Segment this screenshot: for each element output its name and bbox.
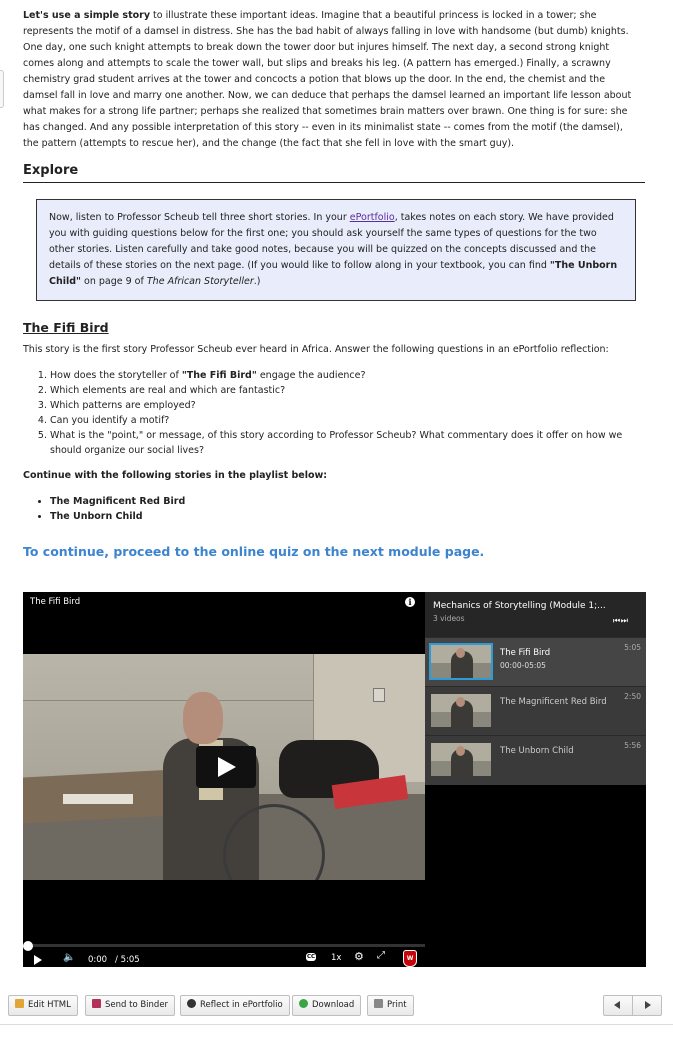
proceed-message: To continue, proceed to the online quiz on the next module page. [23,544,485,559]
question-item: 3. Which patterns are employed? [50,398,638,413]
fifi-heading: The Fifi Bird [23,320,109,335]
continue-label: Continue with the following stories in the playlist below: [23,470,328,481]
play-icon[interactable] [34,955,42,965]
playlist-item-duration: 2:50 [624,692,641,701]
cloud-icon [187,999,196,1008]
progress-track[interactable] [28,944,425,947]
playlist-title: Mechanics of Storytelling (Module 1;... [433,601,606,611]
explore-text-2: , takes notes on each story. We have provided you with guiding questions below for the first one; you should ask yourself the same types of questions for the two other stories. Listen carefully and take good notes, because you will be quizzed on the concepts discussed and the details of these stories on the next page. (If you would like to follow along in your textbook, you can find [49,212,614,271]
download-button[interactable]: Download [292,995,361,1016]
playlist-item-name: The Unborn Child [500,746,574,756]
explore-text-4: .) [253,276,261,287]
video-title: The Fifi Bird [30,597,81,607]
pencil-icon [15,999,24,1008]
brand-logo-icon[interactable]: W [403,950,417,967]
intro-lead: Let's use a simple story [23,10,151,21]
progress-handle[interactable] [23,941,33,951]
video-frame[interactable] [23,654,425,880]
page-nav [603,995,662,1016]
fullscreen-icon[interactable]: ⤢ [377,950,385,961]
playlist-item[interactable] [425,686,646,736]
send-to-binder-button[interactable]: Send to Binder [85,995,175,1016]
playlist-skip-icons[interactable]: ⏮ ⏭ [613,616,627,625]
print-button[interactable]: Print [367,995,414,1016]
playlist-item-duration: 5:56 [624,741,641,750]
binder-icon [92,999,101,1008]
playlist-item-range: 00:00-05:05 [500,661,546,670]
story-item: • The Magnificent Red Bird [50,494,638,509]
explore-box [36,199,636,301]
question-item: 4. Can you identify a motif? [50,413,638,428]
explore-unborn-bold: "The Unborn Child" [49,260,618,287]
duration: / 5:05 [115,955,140,965]
explore-heading: Explore [23,161,645,183]
main-content [23,8,638,561]
playlist-panel [425,592,646,967]
playlist-item-duration: 5:05 [624,643,641,652]
next-page-icon[interactable] [645,1001,651,1009]
video-thumbnail[interactable] [429,643,493,680]
volume-icon[interactable]: 🔈 [63,952,76,963]
previous-page-icon[interactable] [614,1001,620,1009]
eportfolio-link[interactable]: ePortfolio [349,212,395,223]
question-list [23,368,638,458]
playlist-item-name: The Magnificent Red Bird [500,697,607,707]
video-thumbnail[interactable] [431,694,491,727]
play-overlay-icon[interactable] [196,746,256,788]
playlist-count: 3 videos [433,614,465,623]
divider [0,1024,673,1025]
side-panel-tab[interactable] [0,70,4,108]
playlist-header [425,592,646,637]
info-icon[interactable]: i [405,597,415,607]
playlist-item-name: The Fifi Bird [500,648,551,658]
explore-text-3: on page 9 of [81,276,147,287]
video-thumbnail[interactable] [431,743,491,776]
edit-html-button[interactable]: Edit HTML [8,995,78,1016]
video-area[interactable] [23,592,425,967]
download-icon [299,999,308,1008]
video-player [23,592,646,967]
intro-paragraph [23,8,638,152]
question-item: 5. What is the "point," or message, of this story according to Professor Scheub? What commentary does it offer on how we should organize our social lives? [50,428,638,458]
reflect-eportfolio-button[interactable]: Reflect in ePortfolio [180,995,290,1016]
intro-text: to illustrate these important ideas. Imagine that a beautiful princess is locked in a tower; she represents the motif of a damsel in distress. She has the bad habit of always falling in love with handsome (but dumb) knights. One day, one such knight attempts to break down the tower door but injures himself. The next day, a second strong knight comes along and attempts to scale the tower wall, but slips and breaks his leg. (A pattern has emerged.) Finally, a scrawny chemistry grad student arrives at the tower and concocts a potion that blows up the door. In the end, the chemist and the damsel fall in love and marry one another. Now, we can deduce that perhaps the damsel learned an important life lesson about what makes for a strong life partner; perhaps she realized that sometimes brain matters over brawn. One thing is for sure: she has changed. And any possible interpretation of this story -- even in its minimalist state -- comes from the motif (the damsel), the pattern (attempts to rescue her), and the change (the fact that she fell in love with the smart guy). [23,10,632,149]
printer-icon [374,999,383,1008]
story-list [23,494,638,524]
playback-speed[interactable]: 1x [331,953,342,963]
playlist-item[interactable] [425,637,646,687]
explore-text-1: Now, listen to Professor Scheub tell three short stories. In your [49,212,350,223]
fifi-description: This story is the first story Professor Scheub ever heard in Africa. Answer the following questions in an ePortfolio reflection: [23,344,609,355]
story-item: • The Unborn Child [50,509,638,524]
closed-captions-icon[interactable]: CC [306,954,316,960]
current-time: 0:00 [88,955,108,965]
question-item: 1. How does the storyteller of "The Fifi Bird" engage the audience? [50,368,638,383]
gear-icon[interactable]: ⚙ [354,950,364,963]
playlist-item[interactable] [425,735,646,785]
question-item: 2. Which elements are real and which are fantastic? [50,383,638,398]
explore-book-title: The African Storyteller [146,276,254,287]
